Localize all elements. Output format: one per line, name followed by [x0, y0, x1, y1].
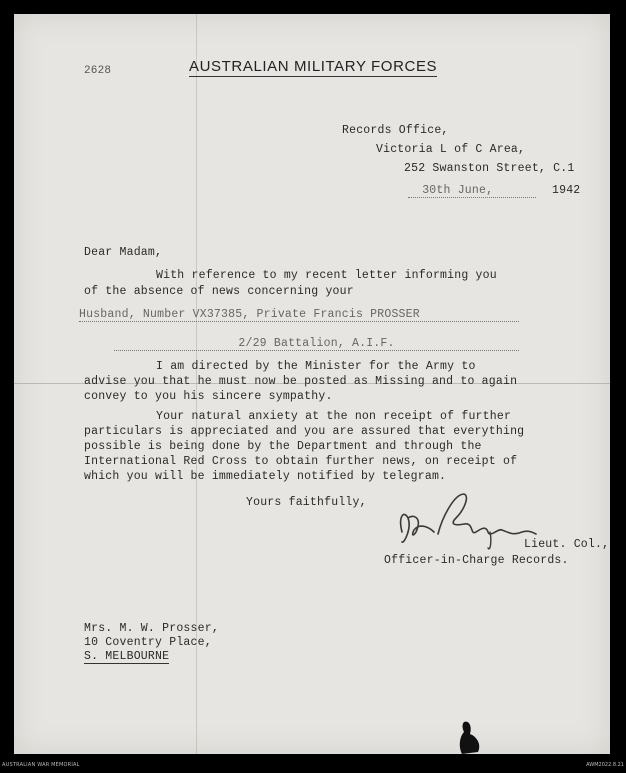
date-day-month-text: 30th June,	[422, 184, 494, 197]
handwritten-signature	[394, 488, 544, 558]
paragraph-2-line-1: I am directed by the Minister for the Army to	[156, 360, 476, 373]
soldier-details-line-1: Husband, Number VX37385, Private Francis PROSSER	[79, 308, 519, 322]
paragraph-3-line-1: Your natural anxiety at the non receipt of further	[156, 410, 512, 423]
paragraph-2-line-2: advise you that he must now be posted as Missing and to again	[84, 375, 518, 388]
signatory-rank: Lieut. Col.,	[524, 538, 610, 551]
closing: Yours faithfully,	[246, 496, 367, 509]
paragraph-1-line-2: of the absence of news concerning your	[84, 285, 354, 298]
reference-number: 2628	[84, 65, 112, 77]
paragraph-1-line-1: With reference to my recent letter informing you	[156, 269, 497, 282]
signatory-title: Officer-in-Charge Records.	[384, 554, 569, 567]
address-line-1: Records Office,	[342, 124, 449, 137]
ink-blot	[458, 720, 484, 754]
recipient-suburb: S. MELBOURNE	[84, 650, 170, 663]
address-line-2: Victoria L of C Area,	[376, 143, 526, 156]
soldier-details-line-2: 2/29 Battalion, A.I.F.	[114, 337, 519, 351]
address-line-3: 252 Swanston Street, C.1	[404, 162, 575, 175]
paragraph-2-line-3: convey to you his sincere sympathy.	[84, 390, 333, 403]
paragraph-3-line-4: International Red Cross to obtain further news, on receipt of	[84, 455, 518, 468]
paragraph-3-line-5: which you will be immediately notified by telegram.	[84, 470, 447, 483]
date-day-month	[408, 184, 536, 198]
archive-reference: AWM2022.8.21	[586, 762, 624, 768]
letterhead-title: AUSTRALIAN MILITARY FORCES	[189, 58, 438, 75]
paragraph-3-line-3: possible is being done by the Department and through the	[84, 440, 482, 453]
archive-credit: AUSTRALIAN WAR MEMORIAL	[2, 762, 80, 768]
date-year: 1942	[552, 184, 581, 197]
recipient-name: Mrs. M. W. Prosser,	[84, 622, 219, 635]
paragraph-3-line-2: particulars is appreciated and you are assured that everything	[84, 425, 525, 438]
letter-page	[14, 14, 610, 754]
recipient-street: 10 Coventry Place,	[84, 636, 212, 649]
salutation: Dear Madam,	[84, 246, 163, 259]
